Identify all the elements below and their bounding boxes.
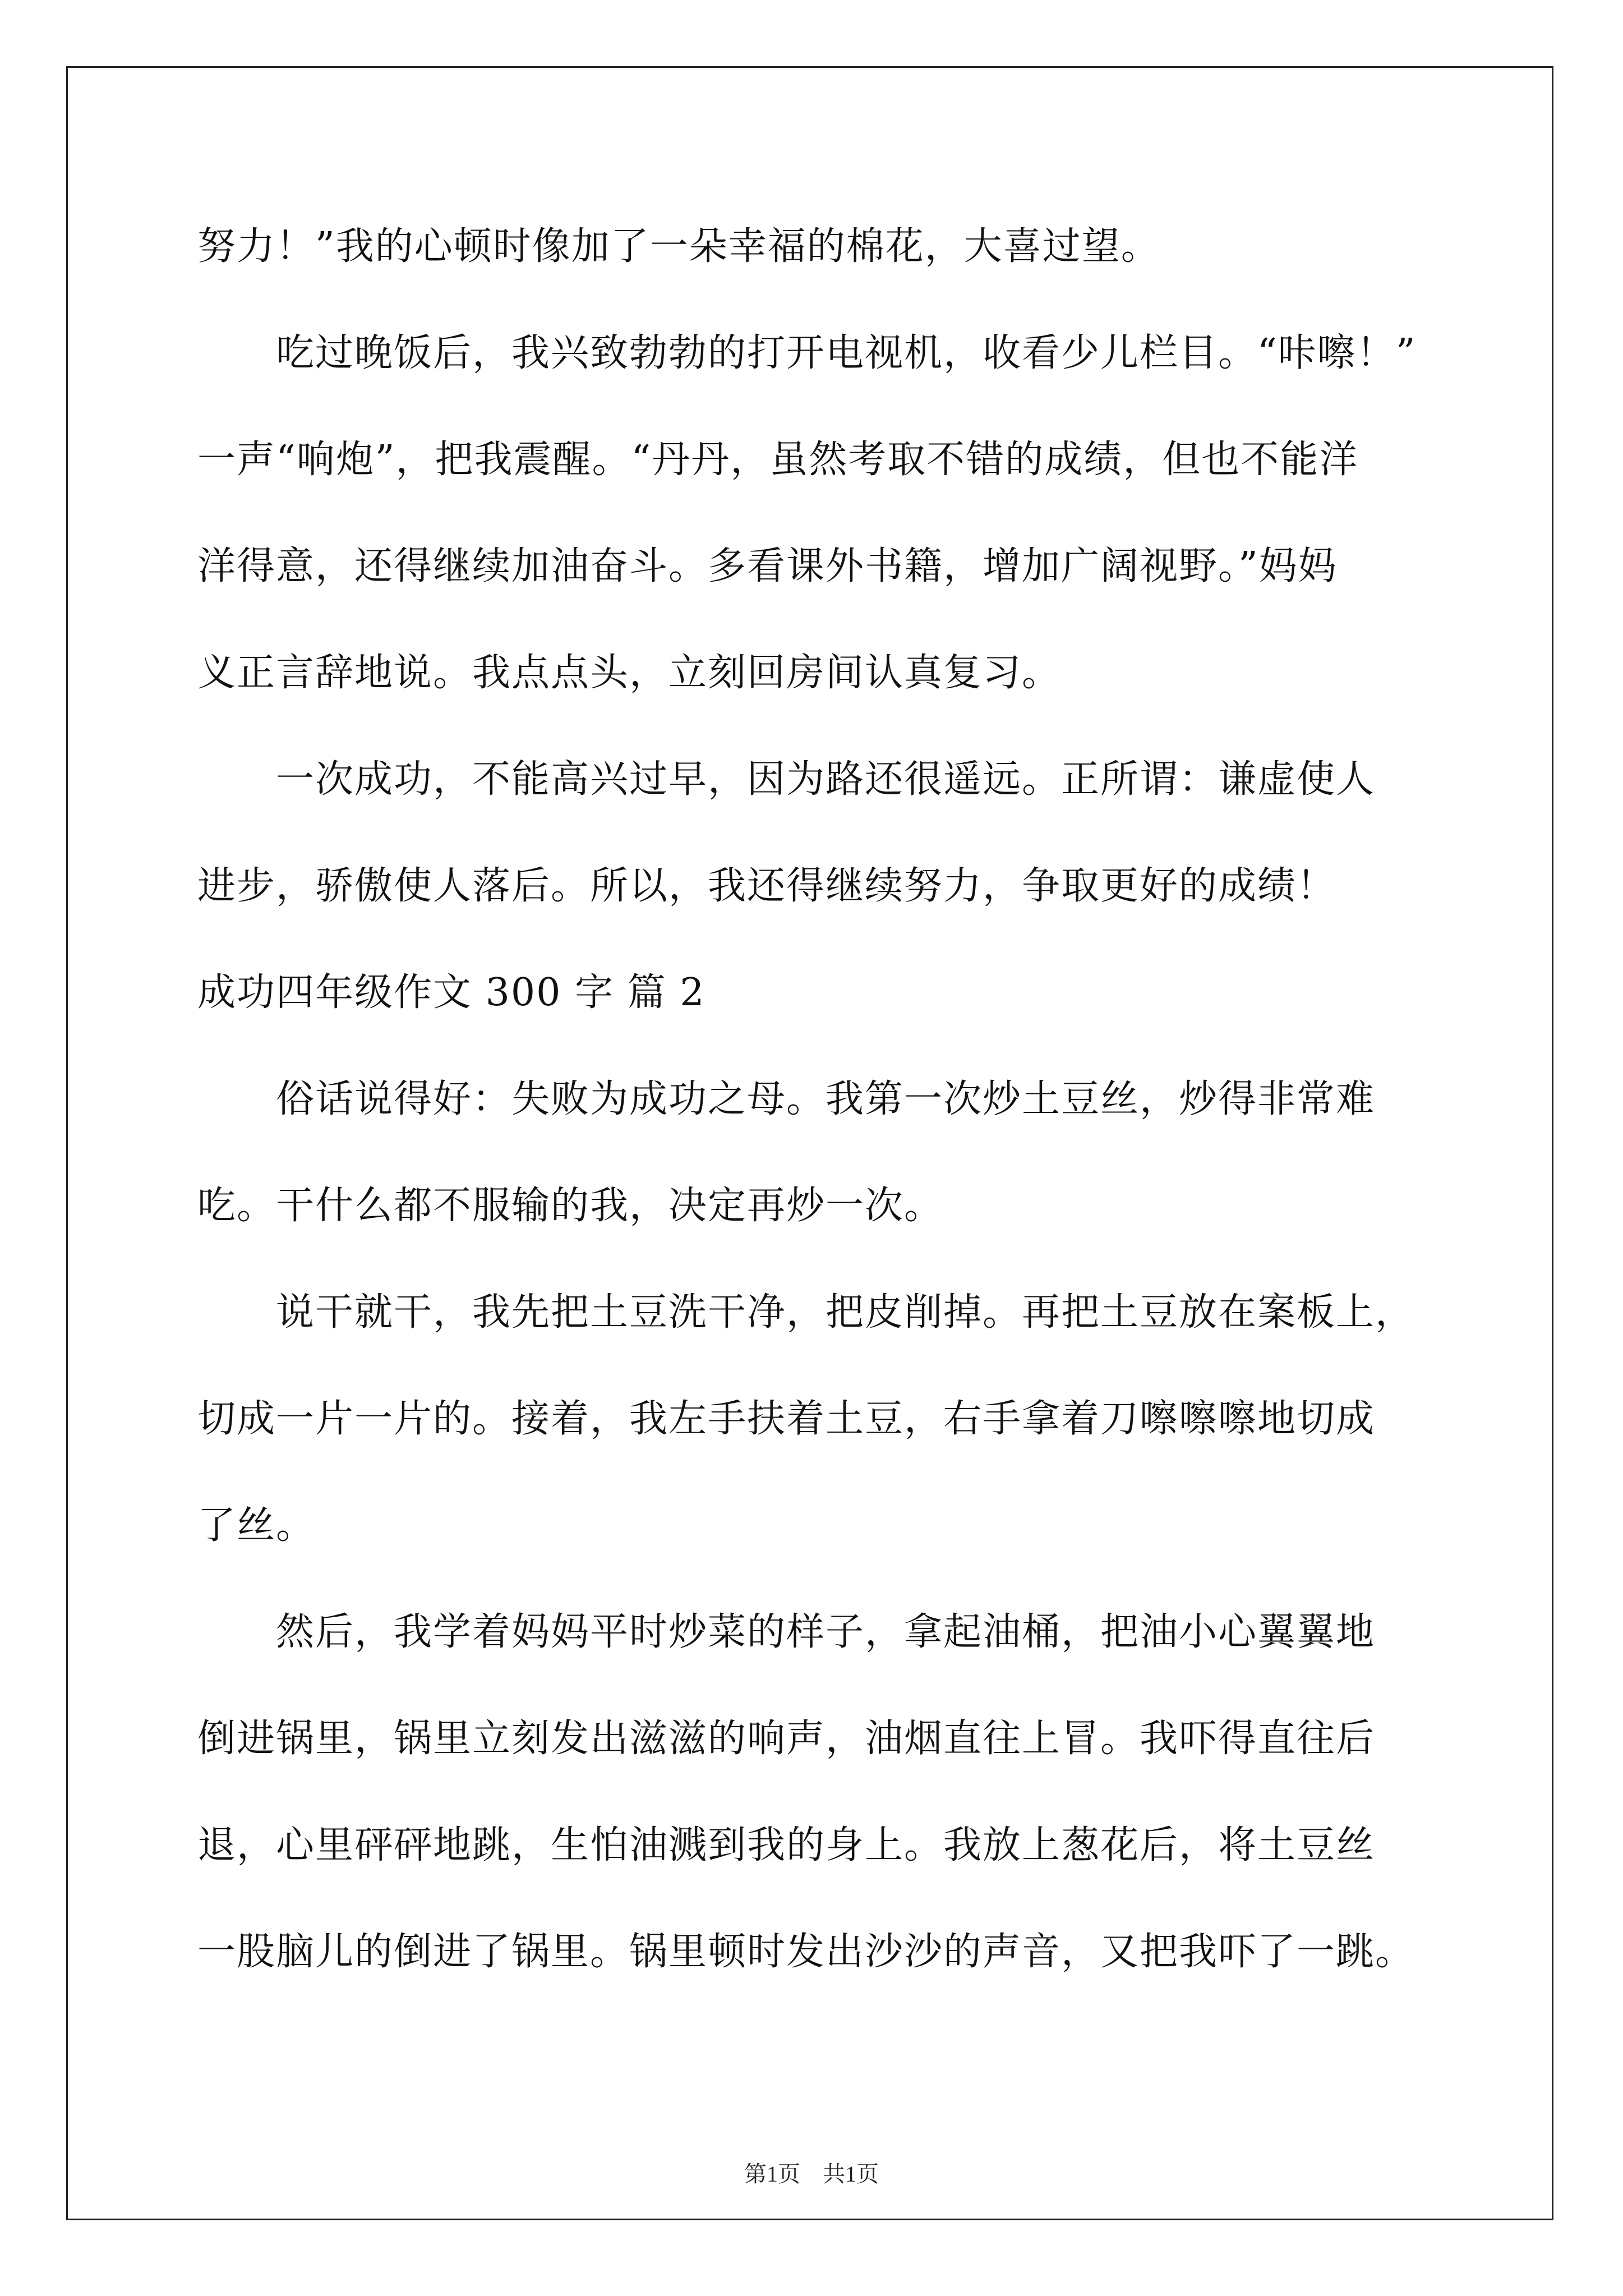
- page-footer: 第1页 共1页: [744, 2161, 879, 2187]
- section-heading: 成功四年级作文 300 字 篇 2: [197, 970, 706, 1015]
- text-line: 努力！”我的心顿时像加了一朵幸福的棉花，大喜过望。: [197, 224, 1160, 269]
- text-line: 说干就干，我先把土豆洗干净，把皮削掉。再把土豆放在案板上，: [197, 1290, 1415, 1335]
- text-line: 了丝。: [197, 1503, 316, 1548]
- text-line: 一声“响炮”，把我震醒。“丹丹，虽然考取不错的成绩，但也不能洋: [197, 438, 1359, 482]
- text-line: 进步，骄傲使人落后。所以，我还得继续努力，争取更好的成绩！: [197, 864, 1336, 908]
- text-line: 洋得意，还得继续加油奋斗。多看课外书籍，增加广阔视野。”妈妈: [197, 544, 1338, 588]
- text-line: 然后，我学着妈妈平时炒菜的样子，拿起油桶，把油小心翼翼地: [197, 1610, 1376, 1654]
- text-line: 倒进锅里，锅里立刻发出滋滋的响声，油烟直往上冒。我吓得直往后: [197, 1717, 1376, 1761]
- page-border: [66, 66, 1553, 2220]
- text-line: 义正言辞地说。我点点头，立刻回房间认真复习。: [197, 651, 1062, 695]
- text-line: 一次成功，不能高兴过早，因为路还很遥远。正所谓：谦虚使人: [197, 757, 1376, 802]
- text-line: 一股脑儿的倒进了锅里。锅里顿时发出沙沙的声音，又把我吓了一跳。: [197, 1930, 1415, 1974]
- text-line: 退，心里砰砰地跳，生怕油溅到我的身上。我放上葱花后，将土豆丝: [197, 1823, 1376, 1867]
- text-line: 俗话说得好：失败为成功之母。我第一次炒土豆丝，炒得非常难: [197, 1077, 1376, 1121]
- text-line: 切成一片一片的。接着，我左手扶着土豆，右手拿着刀嚓嚓嚓地切成: [197, 1397, 1376, 1441]
- text-line: 吃。干什么都不服输的我，决定再炒一次。: [197, 1184, 944, 1228]
- text-line: 吃过晚饭后，我兴致勃勃的打开电视机，收看少儿栏目。“咔嚓！”: [197, 331, 1417, 375]
